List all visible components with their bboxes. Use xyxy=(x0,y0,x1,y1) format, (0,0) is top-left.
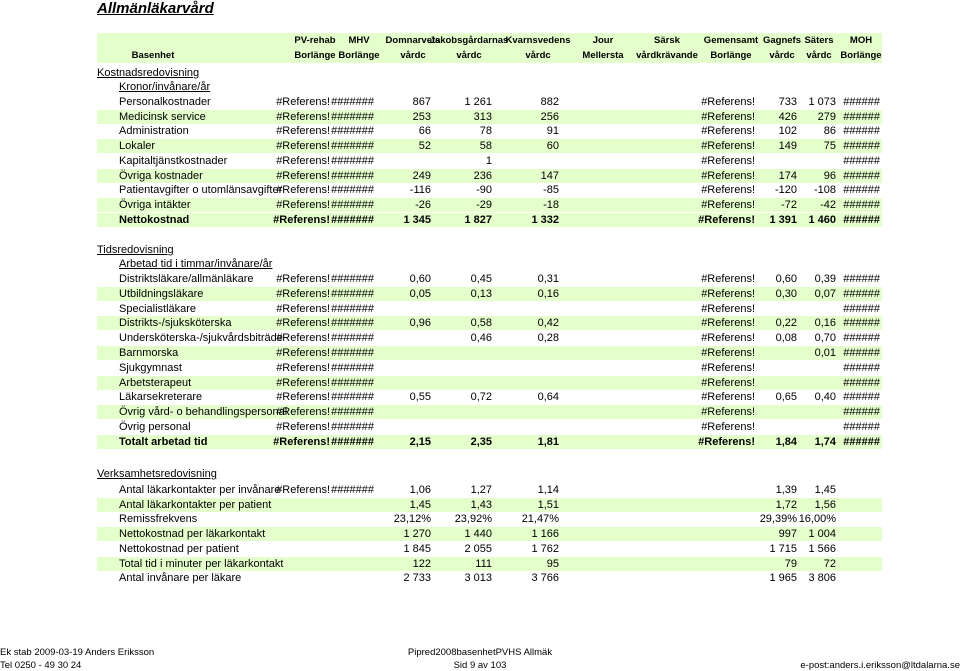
table-cell: -18 xyxy=(543,198,559,211)
table-cell: #Referens! xyxy=(701,140,755,153)
column-header-bottom: vårdc xyxy=(806,50,832,61)
column-header-bottom: vårdc xyxy=(525,50,551,61)
table-cell: 78 xyxy=(479,125,492,138)
table-row xyxy=(97,346,882,360)
table-cell: 0,65 xyxy=(775,391,797,404)
table-cell: ###### xyxy=(843,391,880,404)
table-cell: 60 xyxy=(546,140,559,153)
table-cell: 147 xyxy=(540,169,559,182)
column-header-bottom: Borlänge xyxy=(294,50,336,61)
table-cell: 313 xyxy=(473,110,492,123)
column-header-top: Särsk xyxy=(654,35,680,46)
table-cell: ####### xyxy=(331,198,374,211)
table-cell: ####### xyxy=(331,96,374,108)
row-label: Undersköterska-/sjukvårdsbiträde xyxy=(119,332,283,345)
column-header-bottom: vårdc xyxy=(400,50,426,61)
table-cell: #Referens! xyxy=(701,110,755,123)
row-label: Barnmorska xyxy=(119,347,179,359)
table-cell: ####### xyxy=(331,273,374,285)
table-cell: 96 xyxy=(823,169,836,182)
table-cell: 426 xyxy=(778,110,797,123)
table-cell: -29 xyxy=(476,198,492,211)
table-cell: #Referens! xyxy=(701,317,755,330)
row-label: Övriga kostnader xyxy=(119,169,203,182)
table-cell: 1 391 xyxy=(769,213,797,226)
table-cell: 102 xyxy=(778,125,797,138)
table-row xyxy=(97,498,882,512)
table-row xyxy=(97,376,882,390)
row-label: Antal invånare per läkare xyxy=(119,572,242,585)
table-cell: ####### xyxy=(331,287,374,300)
table-cell: 0,22 xyxy=(775,317,797,330)
table-cell: 733 xyxy=(778,96,797,108)
table-cell: ###### xyxy=(843,273,880,285)
table-row xyxy=(97,512,882,526)
table-cell: #Referens! xyxy=(701,421,755,433)
table-row xyxy=(97,361,882,375)
table-cell: 867 xyxy=(412,96,431,108)
table-cell: ####### xyxy=(331,421,374,433)
column-header-bottom: Borlänge xyxy=(338,50,380,61)
table-row xyxy=(97,302,882,316)
table-cell: ####### xyxy=(331,169,374,182)
table-cell: 279 xyxy=(817,110,836,123)
row-label: Distriktsläkare/allmänläkare xyxy=(119,273,254,285)
table-row xyxy=(97,483,882,497)
table-cell: 2,35 xyxy=(470,435,492,448)
table-cell: 0,40 xyxy=(814,391,836,404)
table-cell: 1 965 xyxy=(769,572,797,585)
table-cell: 0,07 xyxy=(814,287,836,300)
table-row xyxy=(97,124,882,138)
table-cell: 1,45 xyxy=(814,484,836,496)
table-cell: 0,28 xyxy=(537,332,559,345)
table-row xyxy=(97,435,882,449)
table-cell: ####### xyxy=(331,361,374,374)
table-row xyxy=(97,183,882,197)
table-cell: ###### xyxy=(843,198,880,211)
table-cell: ####### xyxy=(331,302,374,315)
table-cell: 236 xyxy=(473,169,492,182)
row-label: Antal läkarkontakter per patient xyxy=(119,498,272,511)
table-row xyxy=(97,331,882,345)
table-cell: 1,27 xyxy=(470,484,492,496)
table-cell: -26 xyxy=(415,198,431,211)
table-cell: ####### xyxy=(331,184,374,197)
table-cell: ####### xyxy=(331,317,374,330)
column-header-top: Gagnefs xyxy=(762,35,802,46)
table-cell: -120 xyxy=(774,184,797,197)
table-cell: #Referens! xyxy=(276,391,330,404)
table-cell: 0,01 xyxy=(814,347,836,359)
table-cell: #Referens! xyxy=(701,287,755,300)
column-header-bottom: Basenhet xyxy=(131,50,175,61)
table-row xyxy=(97,420,882,434)
table-cell: 21,47% xyxy=(521,513,559,526)
table-cell: #Referens! xyxy=(273,435,330,448)
table-cell: #Referens! xyxy=(276,169,330,182)
table-cell: 997 xyxy=(778,528,797,541)
table-cell: 0,72 xyxy=(470,391,492,404)
table-cell: 1,51 xyxy=(537,498,559,511)
row-label: Personalkostnader xyxy=(119,96,211,108)
column-header-bottom: vårdc xyxy=(769,50,795,61)
table-cell: 1,06 xyxy=(409,484,431,496)
section-activity-title: Verksamhetsredovisning xyxy=(97,468,217,480)
table-cell: #Referens! xyxy=(276,184,330,197)
table-cell: 1 440 xyxy=(464,528,492,541)
table-cell: -85 xyxy=(543,184,559,197)
table-cell: 1 827 xyxy=(464,213,492,226)
row-label: Patientavgifter o utomlänsavgifter xyxy=(119,184,283,197)
table-cell: #Referens! xyxy=(701,154,755,167)
table-cell: #Referens! xyxy=(276,140,330,153)
table-cell: 1 166 xyxy=(531,528,559,541)
table-cell: 149 xyxy=(778,140,797,153)
table-cell: 3 013 xyxy=(464,572,492,585)
table-cell: #Referens! xyxy=(276,347,330,359)
table-cell: ###### xyxy=(843,184,880,197)
row-label: Antal läkarkontakter per invånare xyxy=(119,484,281,496)
row-label: Lokaler xyxy=(119,140,156,153)
table-cell: 1 762 xyxy=(531,542,559,555)
table-cell: ###### xyxy=(843,302,880,315)
table-cell: 256 xyxy=(540,110,559,123)
column-header-bottom: Borlänge xyxy=(840,50,882,61)
table-cell: 0,16 xyxy=(814,317,836,330)
table-cell: 3 806 xyxy=(808,572,836,585)
row-label: Nettokostnad xyxy=(119,213,190,226)
section-time-subtitle: Arbetad tid i timmar/invånare/år xyxy=(119,258,273,270)
table-cell: 95 xyxy=(546,557,559,570)
section-time-title: Tidsredovisning xyxy=(97,244,174,256)
table-cell: #Referens! xyxy=(701,361,755,374)
table-cell: 0,60 xyxy=(775,273,797,285)
table-cell: 91 xyxy=(546,125,559,138)
table-cell: 0,39 xyxy=(814,273,836,285)
footer-email: e-post:anders.i.eriksson@ltdalarna.se xyxy=(800,660,960,671)
table-cell: ####### xyxy=(331,140,374,153)
table-row xyxy=(97,287,882,301)
table-row xyxy=(97,542,882,556)
row-label: Total tid i minuter per läkarkontakt xyxy=(119,557,284,570)
table-cell: ###### xyxy=(843,421,880,433)
table-cell: -90 xyxy=(476,184,492,197)
row-label: Administration xyxy=(119,125,189,138)
table-cell: 0,16 xyxy=(537,287,559,300)
table-cell: 66 xyxy=(418,125,431,138)
table-cell: 122 xyxy=(412,557,431,570)
table-cell: 1 332 xyxy=(531,213,559,226)
table-cell: 1 566 xyxy=(808,542,836,555)
table-cell: #Referens! xyxy=(276,125,330,138)
table-cell: 23,92% xyxy=(454,513,492,526)
column-header-bottom: Borlänge xyxy=(710,50,752,61)
table-cell: 3 766 xyxy=(531,572,559,585)
table-cell: ###### xyxy=(843,125,880,138)
table-cell: ####### xyxy=(331,110,374,123)
column-header-top: Kvarnsvedens xyxy=(505,35,571,46)
table-cell: -108 xyxy=(813,184,836,197)
table-cell: #Referens! xyxy=(276,376,330,389)
table-cell: ###### xyxy=(843,154,880,167)
table-cell: -72 xyxy=(781,198,797,211)
table-cell: #Referens! xyxy=(701,96,755,108)
column-header-top: MOH xyxy=(849,35,873,46)
table-cell: 1 715 xyxy=(769,542,797,555)
footer-author: Ek stab 2009-03-19 Anders Eriksson xyxy=(0,647,155,658)
row-label: Sjukgymnast xyxy=(119,361,182,374)
table-cell: ###### xyxy=(843,110,880,123)
table-cell: 0,31 xyxy=(537,273,559,285)
column-header-top: PV-rehab xyxy=(294,35,336,46)
table-cell: ####### xyxy=(331,406,374,419)
table-cell: ###### xyxy=(843,435,880,448)
table-cell: #Referens! xyxy=(698,213,755,226)
column-header-top: Domnarvets xyxy=(385,35,441,46)
table-cell: #Referens! xyxy=(701,198,755,211)
table-cell: #Referens! xyxy=(701,169,755,182)
table-cell: 0,60 xyxy=(409,273,431,285)
table-cell: 1 261 xyxy=(464,96,492,108)
row-label: Medicinsk service xyxy=(119,110,206,123)
table-cell: -116 xyxy=(409,184,431,197)
table-cell: #Referens! xyxy=(276,198,330,211)
table-cell: #Referens! xyxy=(276,361,330,374)
table-cell: 72 xyxy=(823,557,836,570)
column-header-bottom: Mellersta xyxy=(582,50,624,61)
table-cell: 0,42 xyxy=(537,317,559,330)
table-cell: 0,05 xyxy=(409,287,431,300)
table-cell: ###### xyxy=(843,287,880,300)
row-label: Övrig personal xyxy=(119,421,191,433)
table-row xyxy=(97,316,882,330)
table-cell: 86 xyxy=(823,125,836,138)
table-cell: #Referens! xyxy=(276,287,330,300)
table-cell: 174 xyxy=(778,169,797,182)
table-cell: 1,45 xyxy=(409,498,431,511)
table-row xyxy=(97,571,882,585)
table-cell: 0,64 xyxy=(537,391,559,404)
table-cell: 1 004 xyxy=(808,528,836,541)
table-cell: ###### xyxy=(843,361,880,374)
table-cell: 1,81 xyxy=(537,435,559,448)
table-cell: 2 733 xyxy=(403,572,431,585)
table-cell: #Referens! xyxy=(698,435,755,448)
table-cell: #Referens! xyxy=(276,421,330,433)
table-cell: 0,58 xyxy=(470,317,492,330)
table-cell: ####### xyxy=(331,332,374,345)
table-cell: #Referens! xyxy=(276,332,330,345)
footer-filename: Pipred2008basenhetPVHS Allmäk xyxy=(407,647,553,658)
table-row xyxy=(97,272,882,286)
table-cell: #Referens! xyxy=(701,273,755,285)
table-cell: 1,39 xyxy=(775,484,797,496)
row-label: Nettokostnad per patient xyxy=(119,542,239,555)
table-cell: 58 xyxy=(479,140,492,153)
table-cell: 1 270 xyxy=(403,528,431,541)
table-cell: 23,12% xyxy=(393,513,431,526)
table-cell: #Referens! xyxy=(701,302,755,315)
table-row xyxy=(97,110,882,124)
table-cell: 2,15 xyxy=(409,435,431,448)
row-label: Kapitaltjänstkostnader xyxy=(119,154,228,167)
table-cell: #Referens! xyxy=(276,406,330,419)
table-cell: 1 073 xyxy=(808,96,836,108)
table-cell: #Referens! xyxy=(276,273,330,285)
table-row xyxy=(97,405,882,419)
row-label: Specialistläkare xyxy=(119,302,197,315)
table-cell: #Referens! xyxy=(276,154,330,167)
table-cell: 1,74 xyxy=(814,435,836,448)
table-cell: 111 xyxy=(475,557,492,570)
table-cell: #Referens! xyxy=(701,332,755,345)
table-cell: ###### xyxy=(843,406,880,419)
table-cell: ####### xyxy=(331,154,374,167)
table-cell: #Referens! xyxy=(701,376,755,389)
column-header-bottom: vårdkrävande xyxy=(636,50,698,61)
table-cell: 882 xyxy=(540,96,559,108)
table-row xyxy=(97,139,882,153)
table-cell: 1,84 xyxy=(775,435,797,448)
table-cell: ####### xyxy=(331,376,374,389)
footer-phone: Tel 0250 - 49 30 24 xyxy=(0,660,82,671)
table-cell: #Referens! xyxy=(701,184,755,197)
table-cell: ###### xyxy=(843,317,880,330)
row-label: Utbildningsläkare xyxy=(119,287,204,300)
column-header-bottom: vårdc xyxy=(456,50,482,61)
table-cell: 1,43 xyxy=(470,498,492,511)
row-label: Arbetsterapeut xyxy=(119,376,192,389)
table-cell: ###### xyxy=(843,332,880,345)
table-cell: 75 xyxy=(823,140,836,153)
table-cell: 16,00% xyxy=(798,513,836,526)
table-cell: 1,14 xyxy=(537,484,559,496)
table-cell: ###### xyxy=(843,347,880,359)
table-row xyxy=(97,213,882,227)
table-cell: 0,70 xyxy=(814,332,836,345)
table-cell: 1 345 xyxy=(403,213,431,226)
table-cell: #Referens! xyxy=(701,347,755,359)
table-cell: 52 xyxy=(418,140,431,153)
table-cell: 0,13 xyxy=(470,287,492,300)
table-cell: #Referens! xyxy=(276,96,330,108)
table-cell: 79 xyxy=(784,557,797,570)
table-cell: ####### xyxy=(331,391,374,404)
table-cell: ###### xyxy=(843,96,880,108)
row-label: Läkarsekreterare xyxy=(119,391,203,404)
table-cell: ####### xyxy=(331,484,374,496)
table-cell: 0,55 xyxy=(409,391,431,404)
row-label: Totalt arbetad tid xyxy=(119,435,208,448)
table-cell: #Referens! xyxy=(276,484,330,496)
table-row xyxy=(97,95,882,109)
column-header-top: Jour xyxy=(592,35,614,46)
page-title: Allmänläkarvård xyxy=(97,0,214,17)
row-label: Nettokostnad per läkarkontakt xyxy=(119,528,266,541)
table-cell: ###### xyxy=(843,376,880,389)
table-row xyxy=(97,557,882,571)
column-header-top: MHV xyxy=(348,35,370,46)
table-row xyxy=(97,527,882,541)
table-row xyxy=(97,154,882,168)
table-cell: 253 xyxy=(412,110,431,123)
row-label: Distrikts-/sjuksköterska xyxy=(119,317,232,330)
table-cell: 0,96 xyxy=(409,317,431,330)
table-row xyxy=(97,198,882,212)
footer-page-number: Sid 9 av 103 xyxy=(453,660,507,671)
table-cell: #Referens! xyxy=(276,302,330,315)
table-cell: ####### xyxy=(331,347,374,359)
table-cell: 1 xyxy=(485,154,492,167)
table-row xyxy=(97,169,882,183)
table-cell: #Referens! xyxy=(273,213,330,226)
column-header-top: Jakobsgårdarnas xyxy=(429,35,509,46)
table-cell: 249 xyxy=(412,169,431,182)
table-cell: 1,72 xyxy=(775,498,797,511)
table-cell: ###### xyxy=(843,169,880,182)
section-cost-title: Kostnadsredovisning xyxy=(97,67,200,79)
table-cell: ###### xyxy=(843,213,880,226)
table-cell: 2 055 xyxy=(464,542,492,555)
table-cell: 29,39% xyxy=(759,513,797,526)
table-cell: ####### xyxy=(331,435,374,448)
table-cell: #Referens! xyxy=(276,317,330,330)
table-cell: #Referens! xyxy=(701,406,755,419)
table-row xyxy=(97,390,882,404)
table-cell: 0,08 xyxy=(775,332,797,345)
table-cell: 0,45 xyxy=(470,273,492,285)
row-label: Övrig vård- o behandlingspersonal xyxy=(119,406,288,419)
table-cell: ####### xyxy=(331,213,374,226)
table-cell: 1 845 xyxy=(403,542,431,555)
table-cell: 1 460 xyxy=(808,213,836,226)
table-cell: 0,46 xyxy=(470,332,492,345)
table-cell: 0,30 xyxy=(775,287,797,300)
section-cost-subtitle: Kronor/invånare/år xyxy=(119,81,211,93)
row-label: Remissfrekvens xyxy=(119,513,198,526)
table-cell: -42 xyxy=(820,198,836,211)
row-label: Övriga intäkter xyxy=(119,198,191,211)
table-cell: ####### xyxy=(331,125,374,138)
table-cell: #Referens! xyxy=(701,391,755,404)
column-header-top: Gemensamt xyxy=(703,35,759,46)
table-cell: 1,56 xyxy=(814,498,836,511)
table-cell: #Referens! xyxy=(701,125,755,138)
table-cell: ###### xyxy=(843,140,880,153)
table-cell: #Referens! xyxy=(276,110,330,123)
column-header-top: Säters xyxy=(804,35,834,46)
